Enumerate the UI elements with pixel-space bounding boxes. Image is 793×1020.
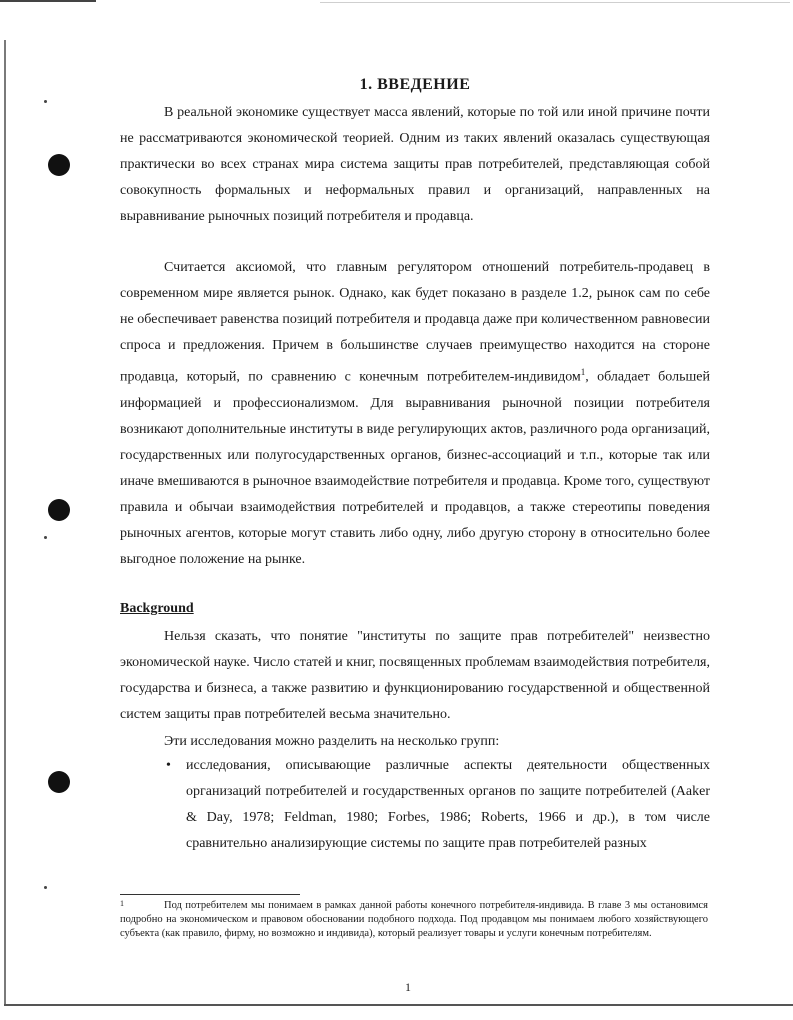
footnote-marker: 1 [120, 899, 124, 908]
punch-hole-top [48, 154, 70, 176]
scan-speck [44, 886, 47, 889]
intro-paragraph-1: В реальной экономике существует масса явлений, которые по той или иной причине почти не рассматриваются экономической теорией. Одним из таких явлений оказалась существующая практически во всех странах мира система защиты прав потребителей, представляющая собой совокупность формальных и неформальных правил и организаций, направленных на выравнивание рыночных позиций потребителя и продавца. [120, 105, 710, 224]
page-number: 1 [405, 980, 411, 994]
background-heading: Background [120, 601, 194, 616]
scan-artifact-top [0, 0, 96, 2]
scan-speck [44, 100, 47, 103]
background-paragraph-1: Нельзя сказать, что понятие "институты по защите прав потребителей" неизвестно экономической науке. Число статей и книг, посвященных проблемам взаимодействия потребителя, государства и бизнеса, а также развитию и функционированию государственной и общественной систем защиты прав потребителей весьма значительно. [120, 629, 710, 722]
paragraph-2-end: , обладает большей информацией и профессионализмом. Для выравнивания рыночной позиции потребителя возникают дополнительные институты в виде регулирующих актов, различного рода организаций, государственных или полугосударственных органов, бизнес-ассоциаций и т.п., которые так или иначе вмешиваются в рыночное взаимодействие потребителя и продавца. Кроме того, существуют правила и обычаи взаимодействия потребителей и продавцов, а также стереотипы поведения рыночных агентов, которые могут ставить либо одну, либо другую сторону в относительно более выгодное положение на рынке. [120, 369, 710, 567]
footnote-text: Под потребителем мы понимаем в рамках данной работы конечного потребителя-индивида. В главе 3 мы остановимся подробно на экономическом и правовом обосновании подобного подхода. Под продавцом мы понимаем любого хозяйствующего субъекта (как правило, фирму, но возможно и индивида), который реализует товары и услуги конечным потребителям. [120, 900, 708, 939]
intro-paragraph-2 [120, 255, 710, 573]
background-paragraph-2: Эти исследования можно разделить на несколько групп: [164, 734, 500, 749]
section-title: 1. ВВЕДЕНИЕ [359, 76, 471, 93]
scan-artifact-bottom-edge [4, 1004, 793, 1006]
punch-hole-bottom [48, 771, 70, 793]
paragraph-2-start: Считается аксиомой, что главным регулятором отношений потребитель-продавец в современном мире является рынок. Однако, как будет показано в разделе 1.2, рынок сам по себе не обеспечивает равенства позиций потребителя и продавца даже при количественном равновесии спроса и предложения. Причем в большинстве случаев преимущество находится на стороне продавца, который, по сравнению с конечным потребителем-индивидом [120, 260, 710, 385]
research-groups-list [164, 753, 710, 857]
scan-speck [44, 536, 47, 539]
list-item: • исследования, описывающие различные аспекты деятельности общественных организаций потребителей и государственных органов по защите потребителей (Aaker & Day, 1978; Feldman, 1980; Forbes, 1986; Roberts, 1966 и др.), в том числе сравнительно анализирующие системы по защите прав потребителей разных [164, 753, 710, 857]
scan-artifact-left-edge [4, 40, 6, 1005]
footnote-reference: 1 [580, 367, 586, 377]
punch-hole-middle [48, 499, 70, 521]
scan-artifact-top-right [320, 2, 790, 3]
footnote-divider [120, 894, 300, 895]
footnote [120, 899, 708, 941]
